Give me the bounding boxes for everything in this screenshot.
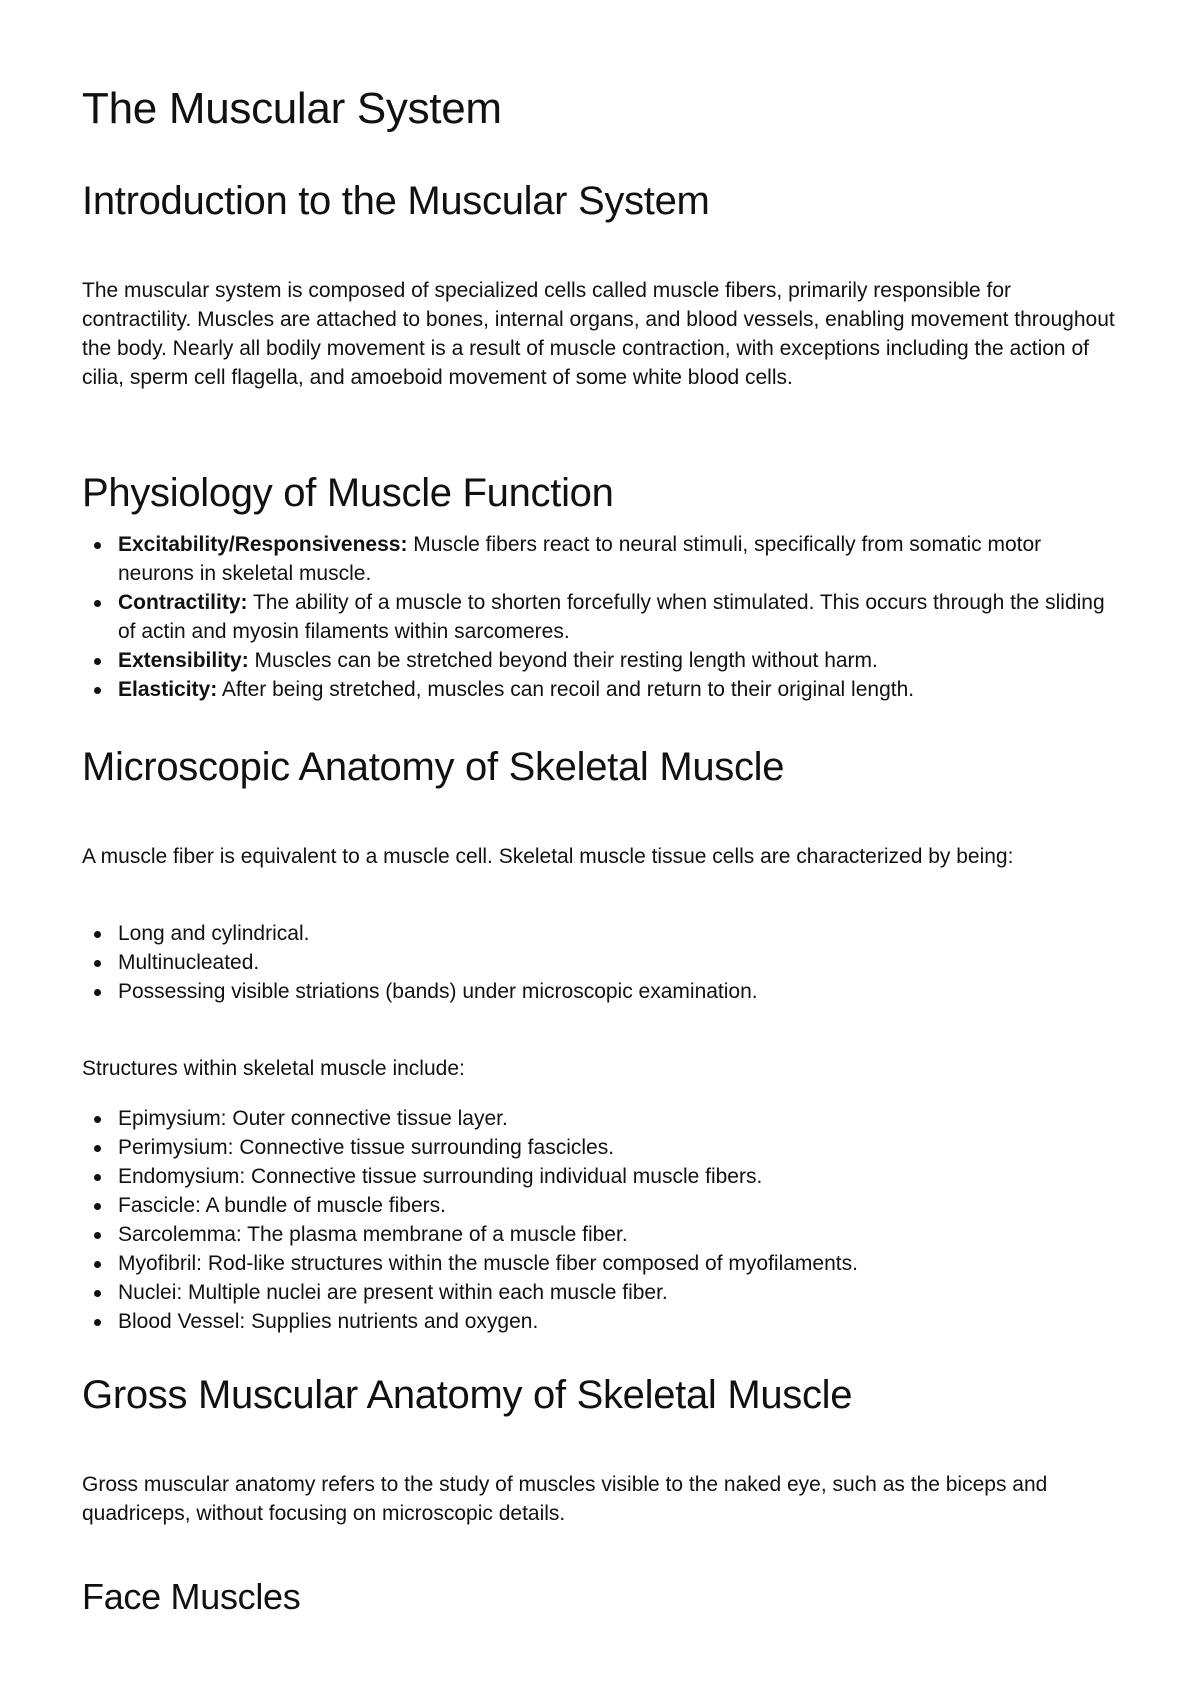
list-item: Sarcolemma: The plasma membrane of a muscle fiber. [82,1220,1122,1249]
gross-paragraph: Gross muscular anatomy refers to the study of muscles visible to the naked eye, such as the biceps and quadriceps, without focusing on microscopic details. [82,1473,1048,1525]
term-label: Contractility: [118,591,248,614]
term-label: Elasticity: [118,678,218,701]
list-item: Multinucleated. [82,948,1122,977]
term-description: After being stretched, muscles can recoil and return to their original length. [217,678,915,701]
term-description: Muscle fibers react to neural stimuli, specifically from somatic motor neurons in skeletal muscle. [118,533,1042,585]
list-item: Possessing visible striations (bands) under microscopic examination. [82,977,1122,1006]
term-description: The ability of a muscle to shorten forcefully when stimulated. This occurs through the sliding of actin and myosin filaments within sarcomeres. [118,591,1105,643]
document-title: The Muscular System [82,84,502,133]
list-item: Blood Vessel: Supplies nutrients and oxygen. [82,1307,1122,1336]
list-item: Long and cylindrical. [82,919,1122,948]
list-item [82,588,1122,646]
list-item: Myofibril: Rod-like structures within the muscle fiber composed of myofilaments. [82,1249,1122,1278]
heading-physiology: Physiology of Muscle Function [82,471,614,515]
structures-intro: Structures within skeletal muscle include: [82,1057,465,1080]
heading-microscopic-anatomy: Microscopic Anatomy of Skeletal Muscle [82,745,785,789]
intro-paragraph: The muscular system is composed of specialized cells called muscle fibers, primarily responsible for contractility. Muscles are attached to bones, internal organs, and blood vessels, enabling movement throughout the body. Nearly all bodily movement is a result of muscle contraction, with exceptions including the action of cilia, sperm cell flagella, and amoeboid movement of some white blood cells. [82,279,1115,389]
physiology-list [82,530,1122,704]
list-item: Nuclei: Multiple nuclei are present within each muscle fiber. [82,1278,1122,1307]
list-item [82,675,1122,704]
heading-gross-anatomy: Gross Muscular Anatomy of Skeletal Muscle [82,1373,853,1417]
heading-introduction: Introduction to the Muscular System [82,179,710,223]
characteristics-list [82,919,1122,1006]
structures-list [82,1104,1122,1336]
heading-face-muscles: Face Muscles [82,1576,301,1617]
term-label: Extensibility: [118,649,249,672]
list-item: Endomysium: Connective tissue surrounding individual muscle fibers. [82,1162,1122,1191]
term-label: Excitability/Responsiveness: [118,533,408,556]
list-item [82,646,1122,675]
microscopic-paragraph: A muscle fiber is equivalent to a muscle cell. Skeletal muscle tissue cells are characterized by being: [82,845,1014,868]
list-item: Fascicle: A bundle of muscle fibers. [82,1191,1122,1220]
list-item [82,530,1122,588]
term-description: Muscles can be stretched beyond their resting length without harm. [248,649,878,672]
list-item: Epimysium: Outer connective tissue layer. [82,1104,1122,1133]
list-item: Perimysium: Connective tissue surrounding fascicles. [82,1133,1122,1162]
